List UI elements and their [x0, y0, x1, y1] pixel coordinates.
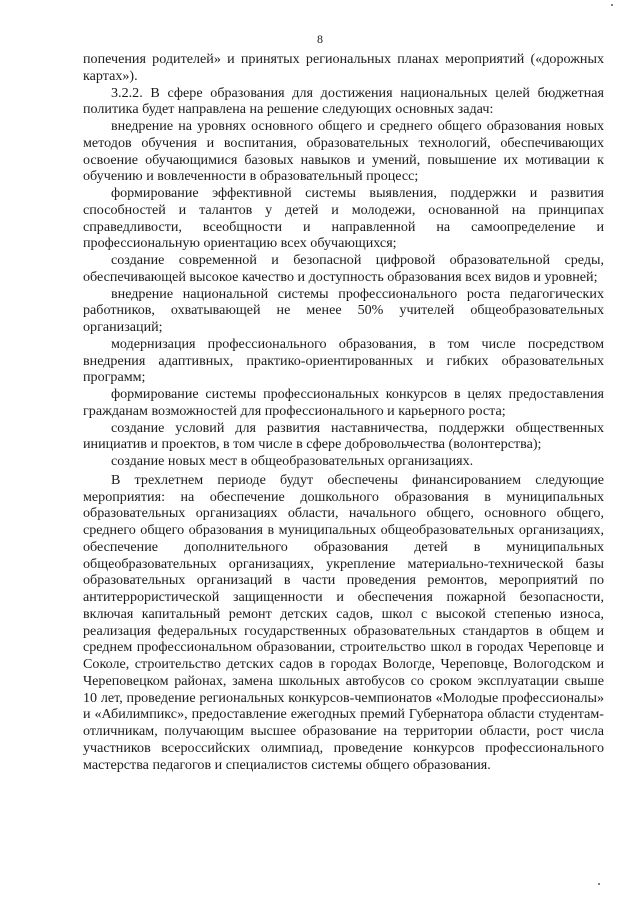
page-number: 8: [317, 32, 323, 46]
scan-speck: [611, 4, 613, 6]
task-item: формирование системы профессиональных конкурсов в целях предоставления гражданам возможностей для профессионального и карьерного роста;: [83, 386, 604, 419]
task-item: внедрение на уровнях основного общего и среднего общего образования новых методов обучения и воспитания, образовательных технологий, обеспечивающих освоение обучающимися базовых навыков и умений, повышение их мотивации к обучению и вовлеченности в образовательный процесс;: [83, 118, 604, 185]
task-item: внедрение национальной системы профессионального роста педагогических работников, охватывающей не менее 50% учителей общеобразовательных организаций;: [83, 285, 604, 335]
task-item: создание новых мест в общеобразовательных организациях.: [111, 453, 474, 469]
paragraph-continuation: попечения родителей» и принятых региональных планах мероприятий («дорожных картах»).: [83, 51, 604, 84]
task-item: формирование эффективной системы выявления, поддержки и развития способностей и талантов у детей и молодежи, основанной на принципах справедливости, всеобщности и направленной на самоопределение и профессиональную ориентацию всех обучающихся;: [83, 185, 604, 252]
funding-paragraph: В трехлетнем периоде будут обеспечены финансированием следующие мероприятия: на обеспечение дошкольного образования в муниципальных образовательных организациях области, начального общего, основного общего, среднего общего образования в муниципальных общеобразовательных организациях, обеспечение дополнительного образования детей в муниципальных общеобразовательных организациях, укрепление материально-технической базы образовательных организаций в части проведения ремонтов, мероприятий по антитеррористической защищенности и обеспечения пожарной безопасности, включая капитальный ремонт детских садов, школ с высокой степенью износа, реализация федеральных государственных образовательных стандартов в общем и среднем профессиональном образовании, строительство школ в городах Череповце и Соколе, строительство детских садов в городах Вологде, Череповце, Вологодском и Череповецком районах, замена школьных автобусов со сроком эксплуатации свыше 10 лет, проведение региональных конкурсов-чемпионатов «Молодые профессионалы» и «Абилимпикс», предоставление ежегодных премий Губернатора области студентам-отличникам, получающим высшее образование на территории области, рост числа участников всероссийских олимпиад, проведение конкурсов профессионального мастерства педагогов и специалистов системы общего образования.: [83, 471, 604, 773]
section-3-2-2-intro: 3.2.2. В сфере образования для достижения национальных целей бюджетная политика будет направлена на решение следующих основных задач:: [83, 84, 604, 118]
task-item: создание условий для развития наставничества, поддержки общественных инициатив и проектов, в том числе в сфере добровольчества (волонтерства);: [83, 419, 604, 453]
task-item: модернизация профессионального образования, в том числе посредством внедрения адаптивных, практико-ориентированных и гибких образовательных программ;: [83, 335, 604, 386]
document-body: [83, 51, 604, 773]
scan-speck: [598, 883, 600, 885]
task-item: создание современной и безопасной цифровой образовательной среды, обеспечивающей высокое качество и доступность образования всех видов и уровней;: [83, 252, 604, 285]
